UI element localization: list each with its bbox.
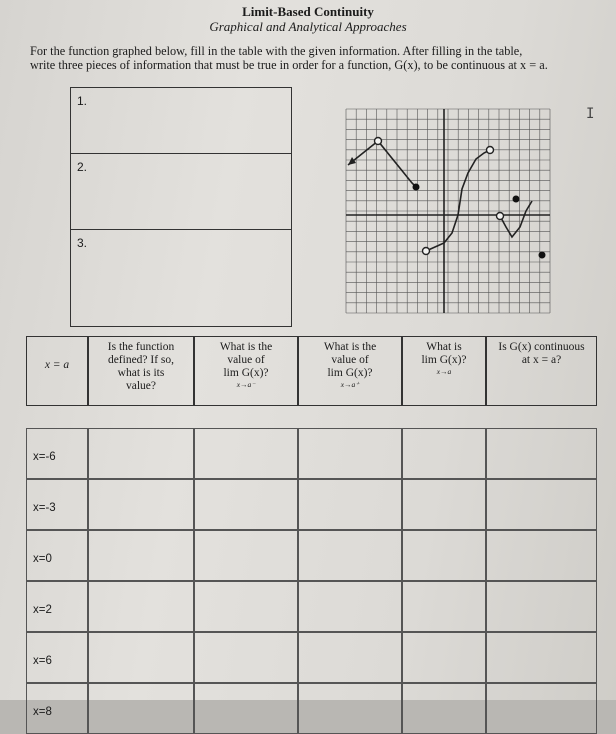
table-answer-cell[interactable]: [402, 479, 486, 530]
table-answer-cell[interactable]: [88, 683, 194, 734]
row-label: x=2: [33, 604, 52, 616]
table-row-label-cell: [26, 683, 88, 734]
header-limit-subscript: x→a⁺: [340, 380, 360, 389]
table-row-label-cell: [26, 530, 88, 581]
table-answer-cell[interactable]: [298, 479, 402, 530]
instructions: [30, 44, 600, 72]
table-answer-cell[interactable]: [194, 530, 298, 581]
header-text: value?: [125, 380, 156, 392]
table-answer-cell[interactable]: [194, 479, 298, 530]
table-header-cell: [486, 336, 597, 406]
table-answer-cell[interactable]: [194, 581, 298, 632]
open-point: [375, 138, 382, 145]
answer-box-2[interactable]: [71, 154, 291, 230]
open-point: [497, 213, 504, 220]
table-answer-cell[interactable]: [402, 581, 486, 632]
table-answer-cell[interactable]: [298, 581, 402, 632]
row-label: x=-3: [33, 502, 56, 514]
header-text: What is the: [219, 341, 273, 353]
table-row-label-cell: [26, 632, 88, 683]
table-answer-cell[interactable]: [298, 530, 402, 581]
answer-box-3[interactable]: [71, 230, 291, 325]
table-answer-cell[interactable]: [298, 632, 402, 683]
table-answer-cell[interactable]: [88, 428, 194, 479]
table-row-label-cell: [26, 428, 88, 479]
header-text: what is its: [117, 367, 165, 379]
table-answer-cell[interactable]: [88, 479, 194, 530]
header-limit-subscript: x→a: [436, 367, 452, 376]
table-answer-cell[interactable]: [298, 428, 402, 479]
table-answer-cell[interactable]: [88, 632, 194, 683]
table-answer-cell[interactable]: [486, 683, 597, 734]
table-answer-cell[interactable]: [194, 683, 298, 734]
table-header-cell: [26, 336, 88, 406]
table-row-label-cell: [26, 479, 88, 530]
header-text: value of: [331, 354, 369, 366]
header-text: What is the: [323, 341, 377, 353]
closed-point: [513, 196, 520, 203]
answer-box-number: 2.: [77, 160, 88, 174]
table-answer-cell[interactable]: [88, 581, 194, 632]
header-limit-text: lim G(x)?: [327, 367, 373, 379]
table-answer-cell[interactable]: [402, 530, 486, 581]
header-text: Is the function: [107, 341, 175, 353]
closed-point: [413, 184, 420, 191]
header-text: value of: [227, 354, 265, 366]
worksheet-title: Limit-Based Continuity: [242, 4, 374, 19]
worksheet-subtitle: Graphical and Analytical Approaches: [209, 19, 407, 34]
header-text: x = a: [44, 359, 70, 371]
table-answer-cell[interactable]: [88, 530, 194, 581]
table-answer-cell[interactable]: [486, 581, 597, 632]
table-header-cell: [194, 336, 298, 406]
answer-box-1[interactable]: [71, 88, 291, 154]
table-answer-cell[interactable]: [402, 683, 486, 734]
answer-box-number: 1.: [77, 94, 88, 108]
header-limit-text: lim G(x)?: [421, 354, 467, 366]
answer-box-number: 3.: [77, 236, 88, 250]
table-answer-cell[interactable]: [486, 530, 597, 581]
arrow-head-icon: [348, 157, 356, 165]
row-label: x=8: [33, 706, 52, 718]
function-graph: [340, 103, 556, 316]
row-label: x=-6: [33, 451, 56, 463]
open-point: [487, 147, 494, 154]
instruction-line: write three pieces of information that must be true in order for a function, G(x), to be continuous at x = a.: [30, 58, 548, 72]
header-text: defined? If so,: [107, 354, 175, 366]
row-label: x=0: [33, 553, 52, 565]
table-answer-cell[interactable]: [486, 479, 597, 530]
table-header-cell: [298, 336, 402, 406]
row-label: x=6: [33, 655, 52, 667]
header-text: What is: [426, 341, 462, 353]
header-limit-text: lim G(x)?: [223, 367, 269, 379]
table-answer-cell[interactable]: [298, 683, 402, 734]
instruction-line: For the function graphed below, fill in the table with the given information. After filling in the table,: [30, 44, 523, 58]
limit-table: [26, 336, 597, 718]
header-text: at x = a?: [521, 354, 562, 366]
closed-point: [539, 252, 546, 259]
header-text: Is G(x) continuous: [498, 341, 585, 353]
table-header-cell: [88, 336, 194, 406]
table-header-cell: [402, 336, 486, 406]
table-answer-cell[interactable]: [486, 632, 597, 683]
table-answer-cell[interactable]: [402, 428, 486, 479]
table-answer-cell[interactable]: [194, 632, 298, 683]
header-limit-subscript: x→a⁻: [236, 380, 256, 389]
open-point: [423, 248, 430, 255]
table-answer-cell[interactable]: [402, 632, 486, 683]
table-answer-cell[interactable]: [486, 428, 597, 479]
table-row-label-cell: [26, 581, 88, 632]
text-cursor-icon: I: [586, 106, 595, 122]
answer-boxes: [70, 87, 292, 327]
curve-arrow: [526, 201, 532, 211]
table-answer-cell[interactable]: [194, 428, 298, 479]
